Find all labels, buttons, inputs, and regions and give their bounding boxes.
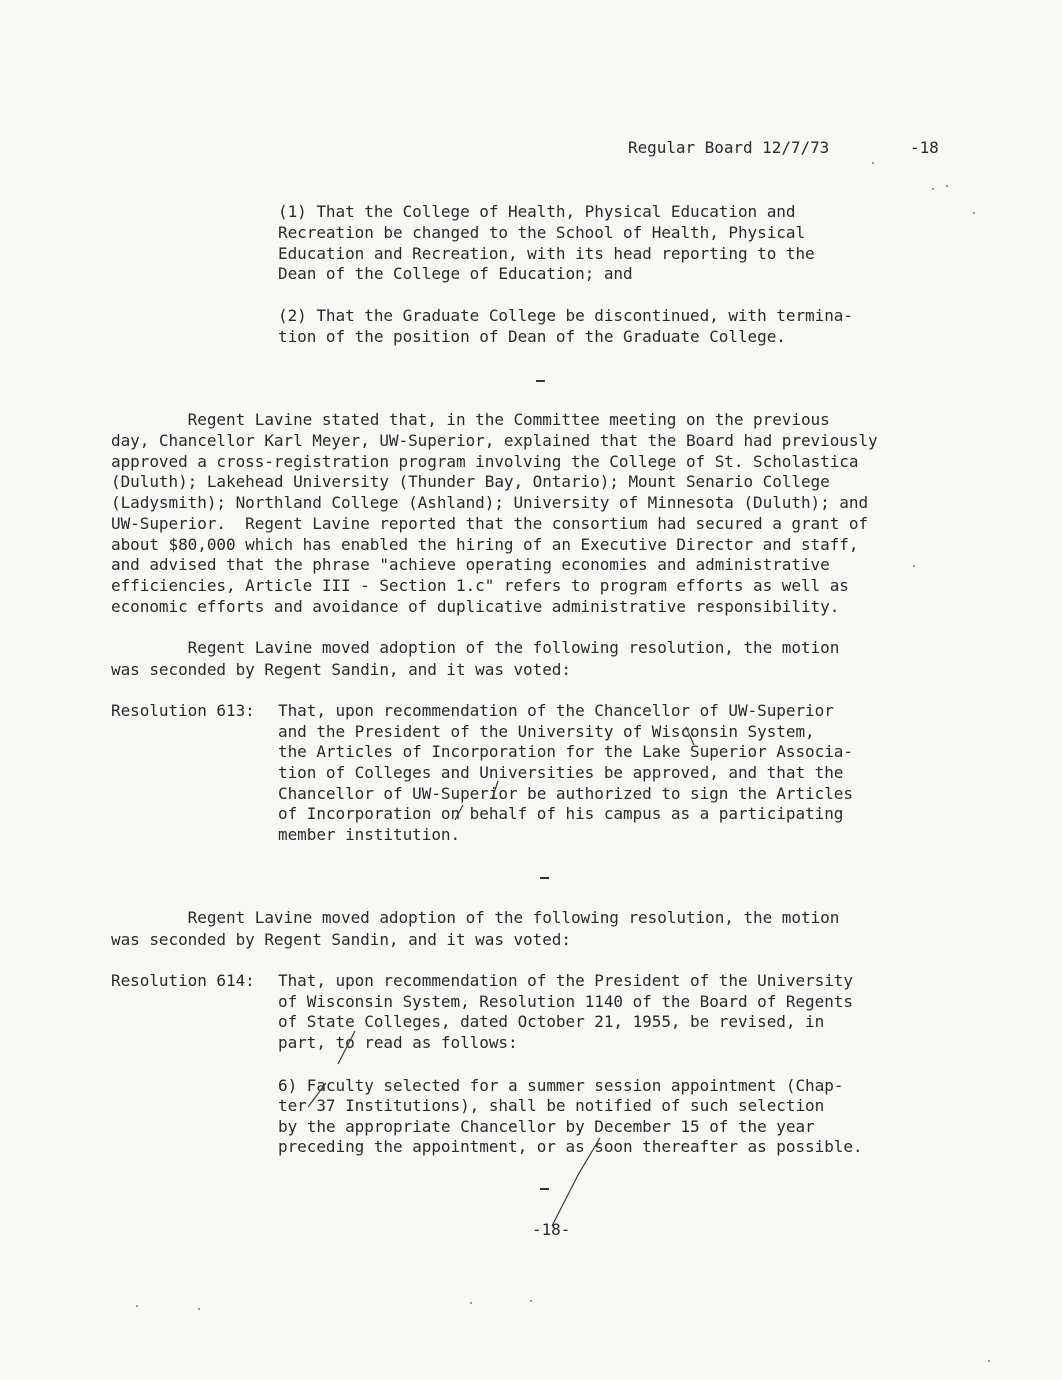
paragraph-line: (Ladysmith); Northland College (Ashland); University of Minnesota (Duluth); and: [111, 493, 869, 512]
paragraph-line: was seconded by Regent Sandin, and it was voted:: [111, 930, 571, 949]
resolution-line: of Incorporation on behalf of his campus as a participating: [278, 804, 844, 823]
header-title: Regular Board 12/7/73: [628, 138, 830, 157]
resolution-line: member institution.: [278, 825, 461, 844]
item-1-line: Recreation be changed to the School of Health, Physical: [278, 223, 806, 242]
resolution-line: and the President of the University of Wisconsin System,: [278, 722, 815, 741]
paragraph-line: (Duluth); Lakehead University (Thunder Bay, Ontario); Mount Senario College: [111, 472, 830, 491]
paragraph-line: UW-Superior. Regent Lavine reported that the consortium had secured a grant of: [111, 514, 869, 533]
paragraph-line: economic efforts and avoidance of duplicative administrative responsibility.: [111, 597, 840, 616]
paragraph-line: approved a cross-registration program involving the College of St. Scholastica: [111, 452, 859, 471]
clause-line: by the appropriate Chancellor by December 15 of the year: [278, 1117, 815, 1136]
pen-stroke-mark: [552, 1138, 600, 1226]
item-1-line: (1) That the College of Health, Physical Education and: [278, 202, 796, 221]
pen-stroke-mark: [686, 727, 694, 745]
clause-line: 6) Faculty selected for a summer session appointment (Chap-: [278, 1076, 844, 1095]
item-2-line: (2) That the Graduate College be discontinued, with termina-: [278, 306, 853, 325]
paragraph-line: efficiencies, Article III - Section 1.c" refers to program efforts as well as: [111, 576, 849, 595]
scan-speck: [913, 565, 915, 567]
item-1-line: Dean of the College of Education; and: [278, 264, 633, 283]
pen-stroke-mark: [308, 1083, 326, 1107]
scan-speck: [946, 185, 948, 187]
paragraph-line: was seconded by Regent Sandin, and it was voted:: [111, 660, 571, 679]
paragraph-line: Regent Lavine moved adoption of the following resolution, the motion: [111, 908, 840, 927]
header-page-number: -18: [910, 138, 939, 157]
scan-speck: [932, 188, 934, 190]
resolution-line: of State Colleges, dated October 21, 1955, be revised, in: [278, 1012, 825, 1031]
clause-line: preceding the appointment, or as soon thereafter as possible.: [278, 1137, 863, 1156]
paragraph-line: Regent Lavine stated that, in the Committee meeting on the previous: [111, 410, 830, 429]
scan-speck: [973, 212, 975, 214]
pen-stroke-mark: [455, 805, 463, 820]
resolution-line: Chancellor of UW-Superior be authorized to sign the Articles: [278, 784, 853, 803]
paragraph-line: and advised that the phrase "achieve operating economies and administrative: [111, 555, 830, 574]
paragraph-line: about $80,000 which has enabled the hiring of an Executive Director and staff,: [111, 535, 859, 554]
scan-speck: [988, 1360, 990, 1362]
resolution-line: That, upon recommendation of the Chancellor of UW-Superior: [278, 701, 834, 720]
resolution-line: part, to read as follows:: [278, 1033, 518, 1052]
clause-line: ter 37 Institutions), shall be notified of such selection: [278, 1096, 825, 1115]
item-1-line: Education and Recreation, with its head reporting to the: [278, 244, 815, 263]
paragraph-line: Regent Lavine moved adoption of the following resolution, the motion: [111, 638, 840, 657]
resolution-line: tion of Colleges and Universities be approved, and that the: [278, 763, 844, 782]
resolution-614-label: Resolution 614:: [111, 971, 255, 990]
paragraph-line: day, Chancellor Karl Meyer, UW-Superior, explained that the Board had previously: [111, 431, 878, 450]
pen-stroke-mark: [338, 1031, 355, 1064]
scan-speck: [530, 1300, 532, 1302]
resolution-613-label: Resolution 613:: [111, 701, 255, 720]
footer-page-number: -18-: [532, 1220, 571, 1239]
item-2-line: tion of the position of Dean of the Graduate College.: [278, 327, 786, 346]
scan-speck: [470, 1302, 472, 1304]
scan-speck: [198, 1308, 200, 1310]
resolution-line: That, upon recommendation of the President of the University: [278, 971, 853, 990]
resolution-line: of Wisconsin System, Resolution 1140 of the Board of Regents: [278, 992, 853, 1011]
pen-stroke-mark: [492, 781, 498, 799]
resolution-line: the Articles of Incorporation for the Lake Superior Associa-: [278, 742, 853, 761]
scan-speck: [136, 1305, 138, 1307]
scan-speck: [872, 162, 874, 164]
